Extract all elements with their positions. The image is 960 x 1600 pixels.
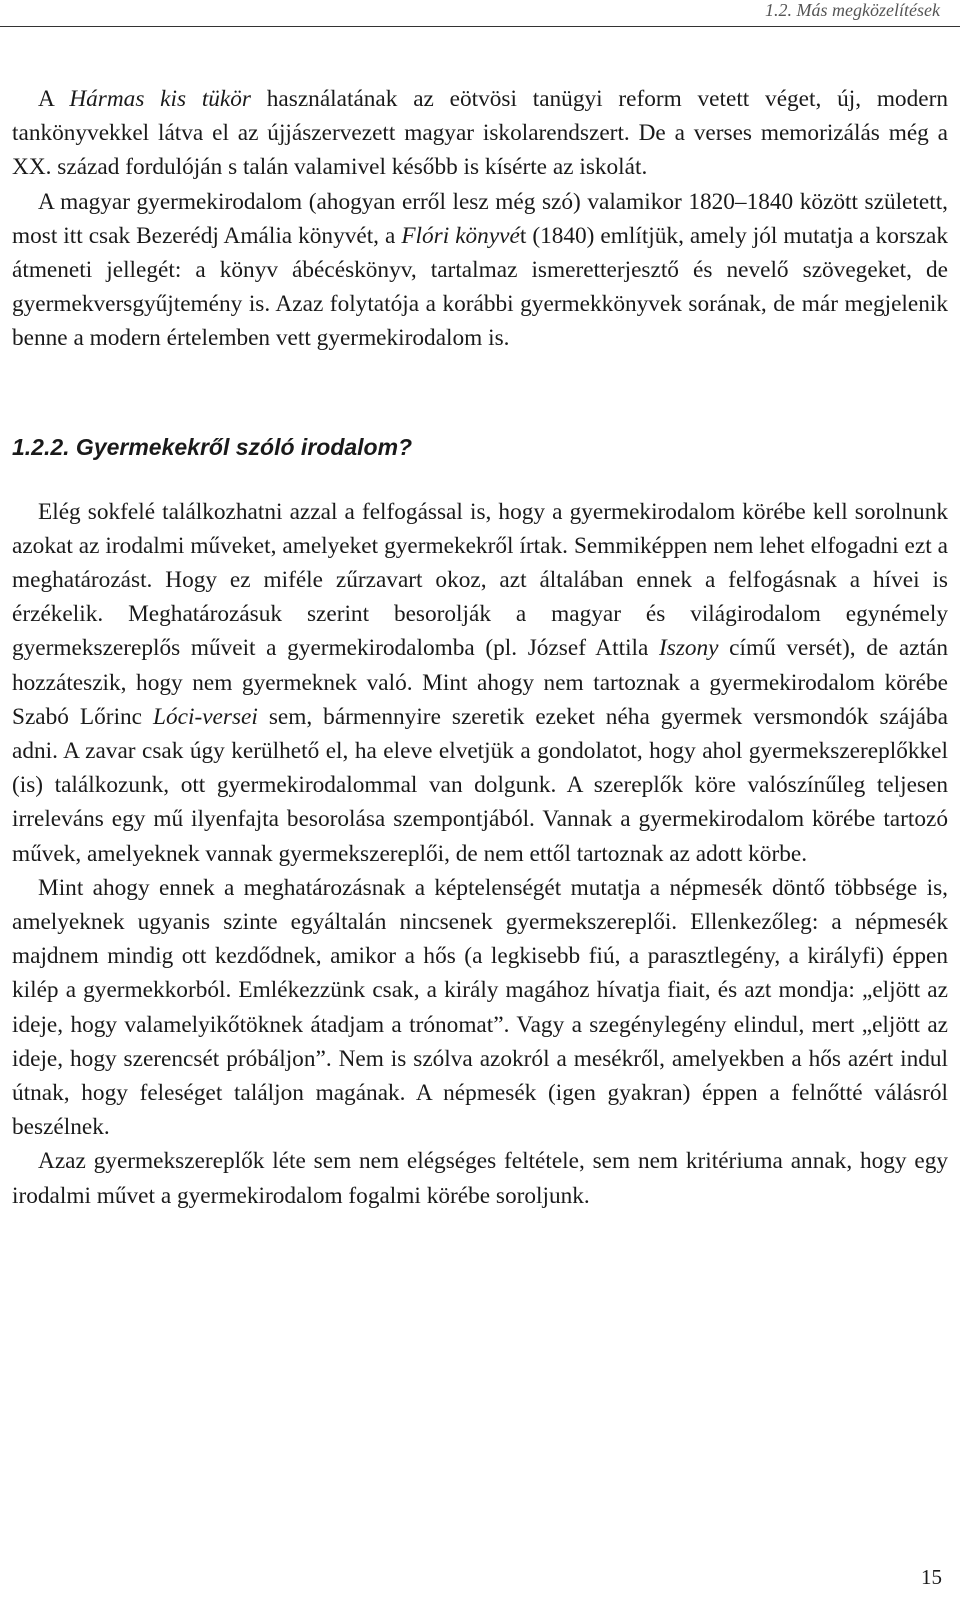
paragraph-text: A — [38, 86, 70, 112]
header-rule — [0, 26, 960, 27]
page-number: 15 — [921, 1565, 942, 1589]
section-heading: 1.2.2. Gyermekekről szóló irodalom? — [12, 433, 413, 460]
paragraph — [12, 185, 948, 356]
paragraph — [12, 871, 948, 1145]
paragraph-text: Azaz gyermekszereplők léte sem nem elégséges feltétele, sem nem kritériuma annak, hogy egy irodalmi művet a gyermekirodalom fogalmi körébe soroljunk. — [12, 1148, 948, 1209]
paragraph-text: Elég sokfelé találkozhatni azzal a felfogással is, hogy a gyermekirodalom körébe kell sorolnunk azokat az irodalmi műveket, amelyeket gyermekekről írtak. Semmiképpen nem lehet elfogadni ezt a meghatározást. Hogy ez miféle zűrzavart okoz, azt általában ennek a felfogásnak a hívei is érzékelik. Meghatározásuk szerint besorolják a magyar és világirodalom egynémely gyermekszereplős műveit a gyermekirodalomba (pl. József Attila — [12, 498, 948, 662]
italic-title: Lóci-versei — [153, 703, 258, 730]
paragraph-text: Mint ahogy ennek a meghatározásnak a képtelenségét mutatja a népmesék döntő többsége is, amelyeknek ugyanis szinte egyáltalán nincsenek gyermekszereplői. Ellenkezőleg: a népmesék majdnem mindig ott kezdődnek, amikor a hős (a legkisebb fiú, a parasztlegény, a királyfi) éppen kilép a gyermekkorból. Emlékezzünk csak, a király magához hívatja fiait, és azt mondja: „eljött az ideje, hogy valamelyikőtöknek átadjam a trónomat”. Vagy a szegénylegény elindul, mert „eljött az ideje, hogy szerencsét próbáljon”. Nem is szólva azokról a mesékről, amelyekben a hős azért indul útnak, hogy feleséget találjon magának. A népmesék (igen gyakran) éppen a felnőtté válásról beszélnek. — [12, 874, 948, 1141]
paragraph-text: A magyar gyermekirodalom (ahogyan erről lesz még szó) valamikor 1820–1840 között született, most itt csak Bezerédj Amália könyvét, a — [12, 188, 948, 249]
paragraph-text: sem, bármennyire szeretik ezeket néha gyermek versmondók szájába adni. A zavar csak úgy kerülhető el, ha eleve elvetjük a gondolatot, hogy ahol gyermekszereplőkkel (is) találkozunk, ott gyermekirodalommal van dolgunk. A szereplők köre valószínűleg teljesen irreleváns egy mű ilyenfajta besorolása szempontjából. Vannak a gyermekirodalom körébe tartozó művek, amelyeknek vannak gyermekszereplői, de nem ettől tartoznak az adott körbe. — [12, 703, 948, 867]
page-body — [12, 82, 948, 1213]
italic-title: Iszony — [659, 635, 719, 662]
running-header: 1.2. Más megközelítések — [765, 0, 940, 20]
paragraph — [12, 1144, 948, 1212]
paragraph-text: című versét), de aztán hozzáteszik, hogy nem gyermeknek való. Mint ahogy nem tartoznak a gyermekirodalom körébe Szabó Lőrinc — [12, 635, 949, 730]
intro-paragraphs — [12, 82, 948, 356]
section-paragraphs — [12, 495, 948, 1213]
italic-title: Hármas kis tükör — [69, 86, 251, 112]
paragraph — [12, 495, 948, 871]
paragraph-text: t (1840) említjük, amely jól mutatja a korszak átmeneti jellegét: a könyv ábécéskönyv, tartalmaz ismeretterjesztő és nevelő szövegeket, de gyermekversgyűjtemény is. Azaz folytatója a korábbi gyermekkönyvek sorának, de már megjelenik benne a modern értelemben vett gyermekirodalom is. — [12, 222, 948, 352]
italic-title: Flóri könyvé — [401, 222, 520, 249]
paragraph — [12, 82, 948, 185]
paragraph-text: használatának az eötvösi tanügyi reform vetett véget, új, modern tankönyvekkel látva el az újjászervezett magyar iskolarendszert. De a verses memorizálás még a XX. század fordulóján s talán valamivel később is kísérte az iskolát. — [12, 86, 948, 181]
